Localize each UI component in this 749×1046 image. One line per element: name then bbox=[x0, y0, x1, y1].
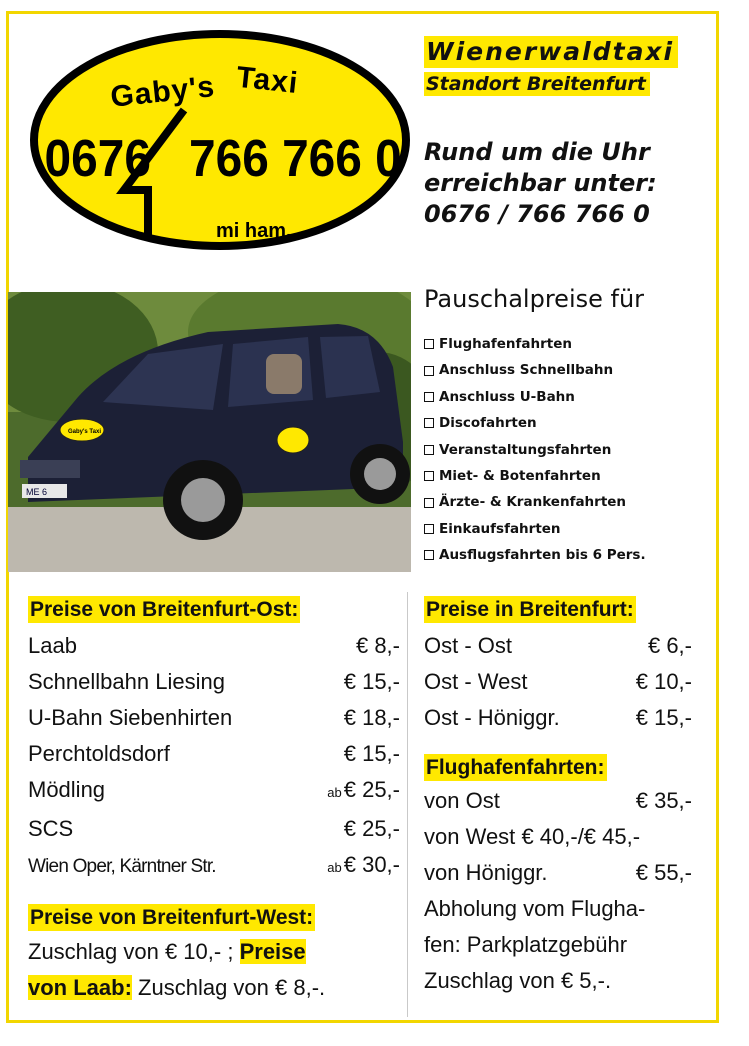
list-item: Veranstaltungsfahrten bbox=[424, 437, 646, 463]
checkbox-icon bbox=[424, 445, 434, 455]
logo-phone-left: 0676 bbox=[44, 129, 151, 188]
brand-title: Wienerwaldtaxi bbox=[424, 36, 678, 68]
prices-ost-heading: Preise von Breitenfurt-Ost: bbox=[30, 598, 299, 621]
west-note-line: Zuschlag von € 10,- ; Preise bbox=[28, 939, 306, 964]
airport-note-line: Zuschlag von € 5,-. bbox=[424, 968, 612, 993]
flat-rate-list bbox=[424, 331, 646, 569]
brand-subtitle: Standort Breitenfurt bbox=[424, 72, 650, 96]
list-item: Ärzte- & Krankenfahrten bbox=[424, 489, 646, 515]
price-row: Laab € 8,- bbox=[28, 633, 400, 658]
contact-phone: 0676 / 766 766 0 bbox=[424, 200, 650, 228]
prices-west-heading: Preise von Breitenfurt-West: bbox=[30, 906, 314, 929]
checkbox-icon bbox=[424, 418, 434, 428]
list-item: Miet- & Botenfahrten bbox=[424, 463, 646, 489]
price-row: Wien Oper, Kärntner Str. ab€ 30,- bbox=[28, 852, 400, 877]
checkbox-icon bbox=[424, 471, 434, 481]
price-row: von West € 40,-/€ 45,- bbox=[424, 824, 641, 849]
checkbox-icon bbox=[424, 498, 434, 508]
brand-header bbox=[424, 36, 714, 96]
logo-phone-right: 766 766 0 bbox=[189, 129, 402, 188]
checkbox-icon bbox=[424, 550, 434, 560]
photo-sign-label: Gaby's Taxi bbox=[68, 429, 101, 435]
price-row: von Höniggr. € 55,- bbox=[424, 860, 692, 885]
price-row: Ost - West € 10,- bbox=[424, 669, 692, 694]
airport-note-line: fen: Parkplatzgebühr bbox=[424, 932, 628, 957]
contact-line: erreichbar unter: bbox=[424, 169, 657, 197]
list-item: Flughafenfahrten bbox=[424, 331, 646, 357]
from-label: ab bbox=[327, 860, 342, 875]
flat-rate-title: Pauschalpreise für bbox=[424, 285, 645, 313]
price-row: Schnellbahn Liesing € 15,- bbox=[28, 669, 400, 694]
list-item: Einkaufsfahrten bbox=[424, 516, 646, 542]
airport-heading: Flughafenfahrten: bbox=[426, 756, 605, 779]
price-row: von Ost € 35,- bbox=[424, 788, 692, 813]
logo-name-2: Taxi bbox=[234, 60, 300, 101]
logo-name-1: Gaby's bbox=[108, 70, 217, 114]
price-row: SCS € 25,- bbox=[28, 816, 400, 841]
prices-in-heading: Preise in Breitenfurt: bbox=[426, 598, 634, 621]
list-item: Anschluss Schnellbahn bbox=[424, 357, 646, 383]
contact-line: Rund um die Uhr bbox=[424, 138, 650, 166]
list-item: Anschluss U-Bahn bbox=[424, 384, 646, 410]
price-row: Ost - Höniggr. € 15,- bbox=[424, 705, 692, 730]
price-row: U-Bahn Siebenhirten € 18,- bbox=[28, 705, 400, 730]
price-row: Perchtoldsdorf € 15,- bbox=[28, 741, 400, 766]
photo-plate: ME 6 bbox=[26, 487, 48, 497]
prices-ost-section bbox=[28, 596, 400, 1006]
list-item: Ausflugsfahrten bis 6 Pers. bbox=[424, 542, 646, 568]
west-note-line: von Laab: Zuschlag von € 8,-. bbox=[28, 975, 326, 1000]
contact-block bbox=[424, 137, 714, 230]
checkbox-icon bbox=[424, 524, 434, 534]
checkbox-icon bbox=[424, 339, 434, 349]
list-item: Discofahrten bbox=[424, 410, 646, 436]
column-divider bbox=[407, 592, 408, 1017]
airport-note-line: Abholung vom Flugha- bbox=[424, 896, 646, 921]
checkbox-icon bbox=[424, 366, 434, 376]
taxi-photo bbox=[8, 292, 411, 572]
gabys-taxi-logo bbox=[28, 30, 413, 250]
logo-tagline: mi ham... bbox=[216, 220, 303, 242]
checkbox-icon bbox=[424, 392, 434, 402]
from-label: ab bbox=[327, 785, 342, 800]
price-row: Mödling ab€ 25,- bbox=[28, 777, 400, 802]
prices-breitenfurt-section bbox=[424, 596, 704, 999]
price-row: Ost - Ost € 6,- bbox=[424, 633, 692, 658]
